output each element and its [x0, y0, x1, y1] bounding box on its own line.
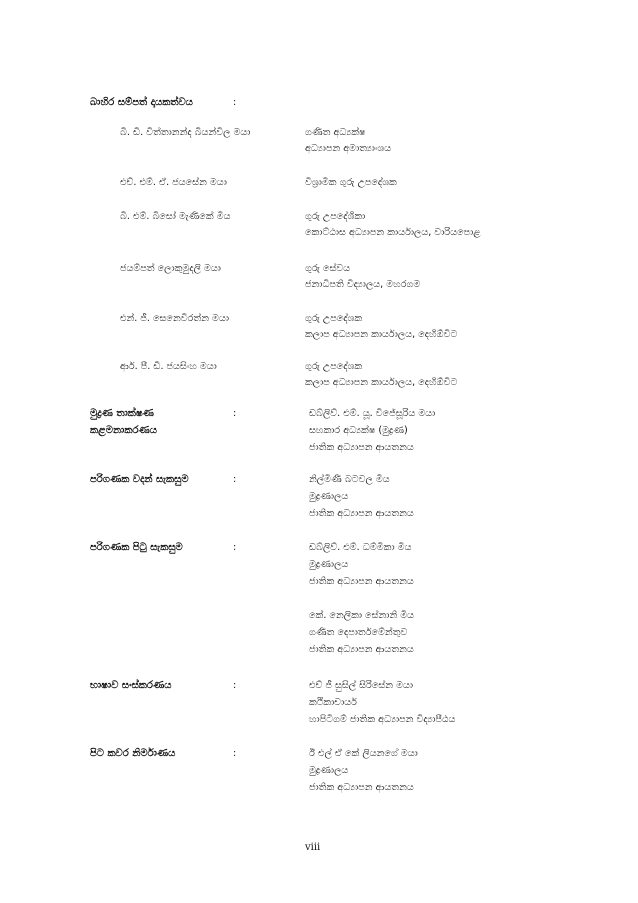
section-heading-cover-design: පිට කවර නිර්මාණය: [90, 748, 176, 759]
person-detail: සහකාර අධ්‍යක්ෂ (මුද්‍රණ): [309, 425, 408, 436]
section-heading-page-setting: පරිගණක පිටු සැකසුම: [90, 542, 183, 553]
person-detail: අධ්‍යාපන අමාත්‍යාංශය: [305, 143, 392, 154]
person-detail: ගණිත දෙපාර්තමේන්තුව: [309, 627, 408, 638]
heading-colon: :: [233, 542, 237, 553]
person-detail: ජනාධිපති විද්‍යාලය, මහරගම: [305, 279, 421, 290]
person-detail: ගුරු උපදේශක: [305, 361, 363, 372]
person-name: ඩබ්ලිව්. එම්. ධම්මිකා මිය: [309, 542, 412, 553]
person-name: ඩබ්ලිව්. එම්. යූ. විජේසූරිය මයා: [309, 408, 436, 419]
section-heading-language-editing: භාෂාව සංස්කරණය: [90, 680, 172, 691]
person-detail: ජාතික අධ්‍යාපන ආයතනය: [309, 576, 414, 587]
person-detail: කොට්ඨාස අධ්‍යාපන කාර්යාලය, වාරියපොළ: [305, 227, 481, 238]
heading-colon: :: [233, 474, 237, 485]
person-detail: විශ්‍රාමික ගුරු උපදේශක: [305, 177, 397, 188]
section-heading-print-technology-line2: කළමනාකරණය: [90, 425, 157, 436]
person-detail: ජාතික අධ්‍යාපන ආයතනය: [309, 782, 414, 793]
person-detail: කලාප අධ්‍යාපන කාර්යාලය, දෙහිඕවිට: [305, 377, 458, 388]
person-detail: ගුරු සේවය: [305, 263, 351, 274]
person-name: එච් ජී සුසිල් සිරිසේන මයා: [309, 680, 414, 691]
person-detail: ගණිත අධ්‍යක්ෂ: [305, 127, 366, 138]
person-name: ඊ එල් ඒ කේ ලියනගේ මයා: [309, 748, 418, 759]
person-detail: මුද්‍රණාලය: [309, 491, 349, 502]
person-detail: මුද්‍රණාලය: [309, 765, 349, 776]
section-heading-print-technology: මුද්‍රණ තාක්ෂණ: [90, 408, 154, 419]
heading-colon: :: [233, 748, 237, 759]
person-name: එන්. ජී. සෙනෙවිරත්න මයා: [120, 313, 230, 324]
heading-colon: :: [233, 680, 237, 691]
person-detail: හාපිටිගම් ජාතික අධ්‍යාපන විද්‍යාපීඨය: [309, 714, 456, 725]
heading-colon: :: [233, 408, 237, 419]
section-heading-word-processing: පරිගණක වදන් සැකසුම: [90, 474, 189, 485]
person-name: ජයම්පත් ලොකුමුදලි මයා: [120, 263, 221, 274]
person-name: එච්. එම්. ඒ. ජයසේන මයා: [120, 177, 227, 188]
person-name: කේ. නෙලිකා සේනානි මිය: [309, 610, 415, 621]
page-number: viii: [305, 842, 321, 853]
person-name: නිල්මිණී බටවල මිය: [309, 474, 390, 485]
person-detail: ගුරු උපදේශිකා: [305, 211, 366, 222]
person-detail: මුද්‍රණාලය: [309, 559, 349, 570]
person-detail: ජාතික අධ්‍යාපන ආයතනය: [309, 442, 414, 453]
person-detail: ජාතික අධ්‍යාපන ආයතනය: [309, 644, 414, 655]
person-name: ආර්. පී. ඩී. ජයසිංහ මයා: [120, 361, 217, 372]
heading-colon: :: [233, 97, 237, 108]
section-heading-external-resources: බාහිර සම්පත් දායකත්වය: [90, 97, 193, 108]
person-name: බී. ඩී. විත්තානන්ද බියන්විල මයා: [120, 127, 251, 138]
person-detail: කථිකාචාර්ය: [309, 697, 357, 708]
person-detail: ජාතික අධ්‍යාපන ආයතනය: [309, 508, 414, 519]
person-detail: ගුරු උපදේශක: [305, 313, 363, 324]
person-detail: කලාප අධ්‍යාපන කාර්යාලය, දෙහිඕවිට: [305, 329, 458, 340]
person-name: බී. එම්. බිසෝ මැණිකේ මිය: [120, 211, 231, 222]
